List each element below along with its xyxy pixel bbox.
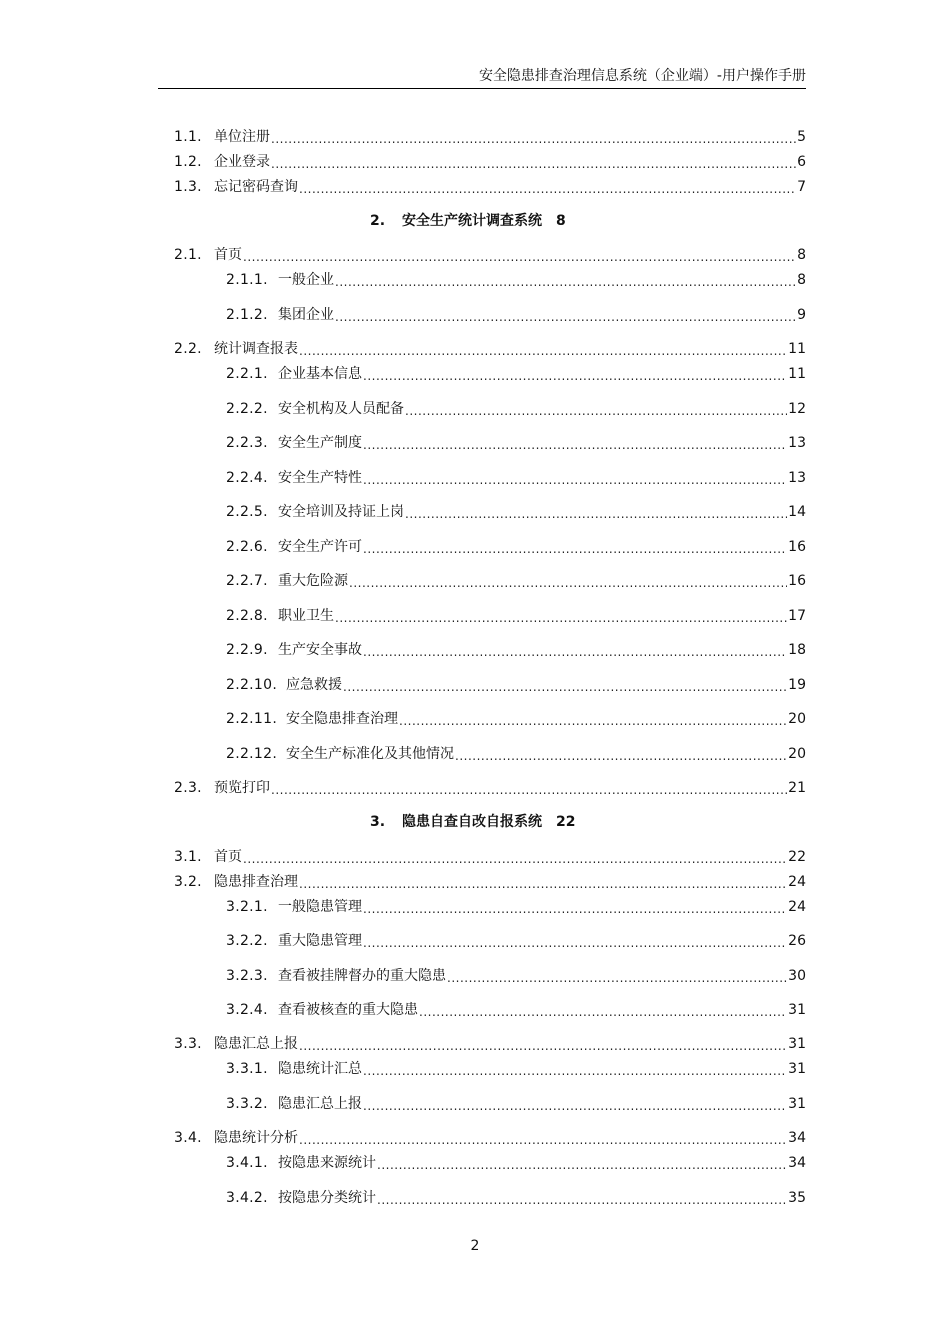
toc-page: 5	[797, 129, 806, 145]
toc-entry-2-2-5[interactable]	[226, 503, 806, 521]
toc-title: 职业卫生	[278, 608, 334, 624]
toc-number: 2.2.6.	[226, 539, 268, 555]
toc-leader-dots	[363, 369, 787, 383]
toc-entry-2-2-7[interactable]	[226, 572, 806, 590]
toc-page: 12	[788, 401, 806, 417]
toc-leader-dots	[377, 1193, 787, 1207]
toc-title: 重大危险源	[278, 573, 348, 589]
chapter-number: 2.	[370, 213, 386, 229]
toc-leader-dots	[299, 182, 796, 196]
toc-page: 18	[788, 642, 806, 658]
toc-number: 3.1.	[174, 849, 202, 865]
toc-number: 2.1.1.	[226, 272, 268, 288]
toc-number: 3.3.2.	[226, 1096, 268, 1112]
toc-leader-dots	[271, 132, 796, 146]
toc-page: 31	[788, 1002, 806, 1018]
toc-leader-dots	[299, 344, 787, 358]
chapter-title: 安全生产统计调查系统	[402, 213, 542, 229]
toc-number: 3.2.1.	[226, 899, 268, 915]
toc-page: 11	[788, 366, 806, 382]
chapter-number: 3.	[370, 814, 386, 830]
toc-leader-dots	[363, 473, 787, 487]
toc-title: 安全生产特性	[278, 470, 362, 486]
toc-entry-1-3[interactable]	[174, 178, 806, 196]
toc-number: 2.2.9.	[226, 642, 268, 658]
toc-title: 安全培训及持证上岗	[278, 504, 404, 520]
toc-page: 16	[788, 573, 806, 589]
toc-number: 2.2.4.	[226, 470, 268, 486]
toc-title: 企业登录	[214, 154, 270, 170]
toc-entry-3-2-1[interactable]	[226, 898, 806, 916]
toc-leader-dots	[377, 1158, 787, 1172]
toc-leader-dots	[271, 783, 787, 797]
toc-page: 11	[788, 341, 806, 357]
toc-number: 2.1.	[174, 247, 202, 263]
chapter-page: 8	[556, 213, 566, 229]
toc-page: 14	[788, 504, 806, 520]
toc-number: 3.3.1.	[226, 1061, 268, 1077]
toc-number: 3.2.3.	[226, 968, 268, 984]
toc-entry-3-3-2[interactable]	[226, 1095, 806, 1113]
toc-title: 首页	[214, 247, 242, 263]
toc-title: 隐患汇总上报	[214, 1036, 298, 1052]
toc-page: 30	[788, 968, 806, 984]
toc-title: 一般企业	[278, 272, 334, 288]
toc-page: 22	[788, 849, 806, 865]
toc-title: 重大隐患管理	[278, 933, 362, 949]
toc-leader-dots	[447, 971, 787, 985]
toc-entry-2-2-2[interactable]	[226, 400, 806, 418]
toc-title: 预览打印	[214, 780, 270, 796]
toc-page: 7	[797, 179, 806, 195]
toc-number: 2.1.2.	[226, 307, 268, 323]
toc-leader-dots	[363, 645, 787, 659]
toc-leader-dots	[363, 542, 787, 556]
toc-leader-dots	[299, 1133, 787, 1147]
toc-leader-dots	[405, 404, 787, 418]
toc-title: 按隐患分类统计	[278, 1190, 376, 1206]
toc-number: 2.2.8.	[226, 608, 268, 624]
toc-number: 2.2.2.	[226, 401, 268, 417]
toc-title: 按隐患来源统计	[278, 1155, 376, 1171]
toc-leader-dots	[343, 680, 787, 694]
toc-page: 6	[797, 154, 806, 170]
toc-entry-2-1-2[interactable]	[226, 306, 806, 324]
toc-title: 安全机构及人员配备	[278, 401, 404, 417]
toc-entry-3-2-4[interactable]	[226, 1001, 806, 1019]
toc-leader-dots	[335, 611, 787, 625]
toc-title: 企业基本信息	[278, 366, 362, 382]
toc-number: 2.2.1.	[226, 366, 268, 382]
toc-entry-3-4-1[interactable]	[226, 1154, 806, 1172]
toc-entry-2-1-1[interactable]	[226, 271, 806, 289]
toc-number: 2.2.12.	[226, 746, 278, 762]
page-header: 安全隐患排查治理信息系统（企业端）-用户操作手册	[158, 64, 806, 89]
toc-leader-dots	[349, 576, 787, 590]
toc-entry-2-2-8[interactable]	[226, 607, 806, 625]
toc-page: 13	[788, 435, 806, 451]
toc-entry-3-1[interactable]	[174, 848, 806, 866]
toc-number: 2.3.	[174, 780, 202, 796]
toc-entry-1-2[interactable]	[174, 153, 806, 171]
toc-entry-3-2[interactable]	[174, 873, 806, 891]
toc-leader-dots	[335, 275, 796, 289]
toc-page: 31	[788, 1061, 806, 1077]
toc-entry-3-4-2[interactable]	[226, 1189, 806, 1207]
toc-page: 35	[788, 1190, 806, 1206]
toc-page: 16	[788, 539, 806, 555]
toc-title: 隐患汇总上报	[278, 1096, 362, 1112]
toc-entry-2-2-10[interactable]	[226, 676, 806, 694]
toc-leader-dots	[271, 157, 796, 171]
toc-leader-dots	[399, 714, 787, 728]
toc-page: 8	[797, 272, 806, 288]
toc-entry-2-3[interactable]	[174, 779, 806, 797]
toc-page: 20	[788, 711, 806, 727]
toc-entry-3-3[interactable]	[174, 1035, 806, 1053]
toc-leader-dots	[299, 1039, 787, 1053]
toc-chapter-2[interactable]	[158, 212, 806, 230]
toc-number: 3.3.	[174, 1036, 202, 1052]
toc-leader-dots	[363, 1099, 787, 1113]
toc-page: 26	[788, 933, 806, 949]
toc-title: 应急救援	[286, 677, 342, 693]
toc-number: 2.2.10.	[226, 677, 278, 693]
toc-number: 3.4.	[174, 1130, 202, 1146]
toc-number: 2.2.7.	[226, 573, 268, 589]
toc-title: 隐患排查治理	[214, 874, 298, 890]
toc-page: 9	[797, 307, 806, 323]
toc-page: 34	[788, 1155, 806, 1171]
toc-title: 生产安全事故	[278, 642, 362, 658]
page-number: 2	[470, 1238, 480, 1254]
toc-title: 单位注册	[214, 129, 270, 145]
toc-leader-dots	[335, 310, 796, 324]
toc-entry-3-2-2[interactable]	[226, 932, 806, 950]
toc-entry-2-2-4[interactable]	[226, 469, 806, 487]
toc-page: 17	[788, 608, 806, 624]
toc-entry-3-2-3[interactable]	[226, 967, 806, 985]
toc-entry-2-2-3[interactable]	[226, 434, 806, 452]
toc-page: 34	[788, 1130, 806, 1146]
toc-number: 2.2.11.	[226, 711, 278, 727]
toc-number: 2.2.	[174, 341, 202, 357]
toc-entry-2-2-11[interactable]	[226, 710, 806, 728]
toc-page: 21	[788, 780, 806, 796]
toc-number: 3.4.2.	[226, 1190, 268, 1206]
toc-leader-dots	[363, 936, 787, 950]
toc-leader-dots	[363, 902, 787, 916]
toc-entry-2-2-6[interactable]	[226, 538, 806, 556]
toc-title: 隐患统计汇总	[278, 1061, 362, 1077]
toc-title: 集团企业	[278, 307, 334, 323]
toc-number: 3.4.1.	[226, 1155, 268, 1171]
toc-entry-2-2-1[interactable]	[226, 365, 806, 383]
toc-title: 安全生产许可	[278, 539, 362, 555]
toc-leader-dots	[363, 1064, 787, 1078]
toc-entry-3-4[interactable]	[174, 1129, 806, 1147]
toc-page: 13	[788, 470, 806, 486]
toc-title: 一般隐患管理	[278, 899, 362, 915]
toc-entry-2-2-12[interactable]	[226, 745, 806, 763]
toc-entry-1-1[interactable]	[174, 128, 806, 146]
toc-page: 31	[788, 1036, 806, 1052]
toc-page: 24	[788, 874, 806, 890]
toc-leader-dots	[243, 852, 787, 866]
chapter-page: 22	[556, 814, 576, 830]
toc-title: 查看被挂牌督办的重大隐患	[278, 968, 446, 984]
toc-leader-dots	[455, 749, 787, 763]
toc-page: 31	[788, 1096, 806, 1112]
toc-title: 统计调查报表	[214, 341, 298, 357]
toc-entry-2-2[interactable]	[174, 340, 806, 358]
toc-title: 安全生产标准化及其他情况	[286, 746, 454, 762]
toc-leader-dots	[405, 507, 787, 521]
toc-entry-2-2-9[interactable]	[226, 641, 806, 659]
toc-leader-dots	[299, 877, 787, 891]
toc-title: 隐患统计分析	[214, 1130, 298, 1146]
toc-page: 20	[788, 746, 806, 762]
toc-chapter-3[interactable]	[158, 813, 806, 831]
toc-title: 首页	[214, 849, 242, 865]
toc-number: 2.2.3.	[226, 435, 268, 451]
toc-title: 查看被核查的重大隐患	[278, 1002, 418, 1018]
toc-page: 8	[797, 247, 806, 263]
toc-number: 3.2.	[174, 874, 202, 890]
toc-number: 1.3.	[174, 179, 202, 195]
toc-leader-dots	[419, 1005, 787, 1019]
toc-page: 24	[788, 899, 806, 915]
toc-number: 2.2.5.	[226, 504, 268, 520]
toc-leader-dots	[363, 438, 787, 452]
toc-number: 3.2.2.	[226, 933, 268, 949]
chapter-title: 隐患自查自改自报系统	[402, 814, 542, 830]
toc-leader-dots	[243, 250, 796, 264]
toc-title: 安全生产制度	[278, 435, 362, 451]
toc-title: 忘记密码查询	[214, 179, 298, 195]
toc-number: 1.2.	[174, 154, 202, 170]
toc-number: 3.2.4.	[226, 1002, 268, 1018]
toc-number: 1.1.	[174, 129, 202, 145]
toc-title: 安全隐患排查治理	[286, 711, 398, 727]
toc-entry-3-3-1[interactable]	[226, 1060, 806, 1078]
toc-entry-2-1[interactable]	[174, 246, 806, 264]
toc-page: 19	[788, 677, 806, 693]
